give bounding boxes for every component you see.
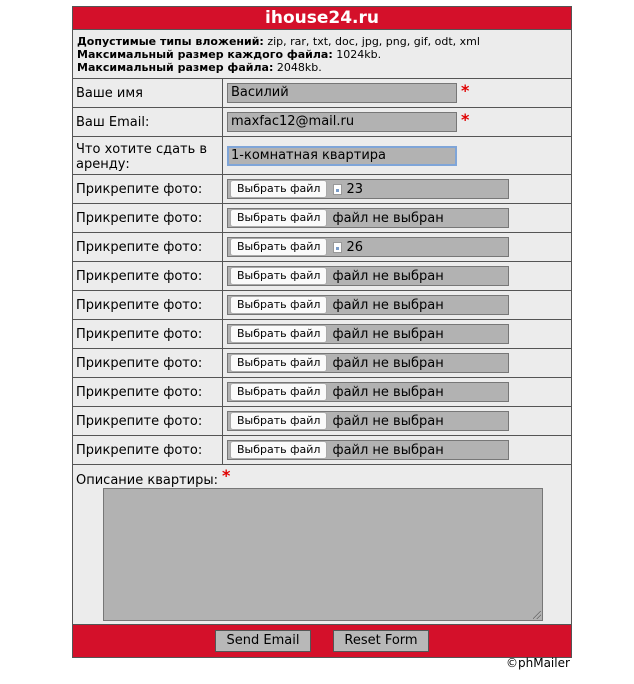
photo-label: Прикрепите фото: (73, 204, 223, 232)
file-icon (333, 242, 342, 253)
choose-file-button[interactable]: Выбрать файл (230, 325, 327, 343)
photo-row (73, 349, 571, 378)
photo-row (73, 378, 571, 407)
name-row (73, 79, 571, 108)
photo-file-input[interactable] (227, 179, 509, 199)
file-status: файл не выбран (332, 210, 444, 226)
form-header (73, 7, 571, 30)
file-status: файл не выбран (332, 442, 444, 458)
max-total-value: 2048kb. (276, 61, 322, 74)
photo-file-input[interactable] (227, 295, 509, 315)
rent-input[interactable]: 1-комнатная квартира (227, 146, 457, 166)
description-row (73, 465, 571, 625)
name-label: Ваше имя (73, 79, 223, 107)
email-label: Ваш Email: (73, 108, 223, 136)
choose-file-button[interactable]: Выбрать файл (230, 441, 327, 459)
photo-file-input[interactable] (227, 324, 509, 344)
file-status: 26 (346, 239, 363, 255)
contact-form (72, 6, 572, 658)
name-required-marker: * (461, 80, 470, 100)
photo-label: Прикрепите фото: (73, 407, 223, 435)
file-status: 23 (346, 181, 363, 197)
photo-row (73, 175, 571, 204)
photo-label: Прикрепите фото: (73, 436, 223, 464)
choose-file-button[interactable]: Выбрать файл (230, 354, 327, 372)
file-status: файл не выбран (332, 297, 444, 313)
site-title: ihouse24.ru (265, 8, 379, 28)
photo-row (73, 262, 571, 291)
photo-row (73, 204, 571, 233)
allowed-types-label: Допустимые типы вложений: (77, 35, 264, 48)
name-input[interactable]: Василий (227, 83, 457, 103)
max-each-value: 1024kb. (336, 48, 382, 61)
rent-row (73, 137, 571, 175)
description-label: Описание квартиры: (76, 473, 219, 488)
photo-row (73, 320, 571, 349)
photo-file-input[interactable] (227, 237, 509, 257)
file-status: файл не выбран (332, 355, 444, 371)
photo-file-input[interactable] (227, 411, 509, 431)
description-required-marker: * (222, 466, 231, 485)
credit-text: ©phMailer (506, 656, 570, 670)
photo-row (73, 407, 571, 436)
photo-label: Прикрепите фото: (73, 378, 223, 406)
choose-file-button[interactable]: Выбрать файл (230, 238, 327, 256)
email-input[interactable]: maxfac12@mail.ru (227, 112, 457, 132)
file-status: файл не выбран (332, 268, 444, 284)
photo-label: Прикрепите фото: (73, 175, 223, 203)
photo-row (73, 291, 571, 320)
photo-file-input[interactable] (227, 440, 509, 460)
choose-file-button[interactable]: Выбрать файл (230, 412, 327, 430)
choose-file-button[interactable]: Выбрать файл (230, 296, 327, 314)
email-row (73, 108, 571, 137)
resize-grip-icon[interactable] (533, 611, 541, 619)
email-required-marker: * (461, 109, 470, 129)
photo-label: Прикрепите фото: (73, 233, 223, 261)
rent-label: Что хотите сдать в аренду: (73, 137, 223, 174)
file-status: файл не выбран (332, 413, 444, 429)
photo-file-input[interactable] (227, 266, 509, 286)
photo-label: Прикрепите фото: (73, 320, 223, 348)
photo-row (73, 233, 571, 262)
file-icon (333, 184, 342, 195)
file-status: файл не выбран (332, 326, 444, 342)
choose-file-button[interactable]: Выбрать файл (230, 180, 327, 198)
photo-file-input[interactable] (227, 353, 509, 373)
photo-label: Прикрепите фото: (73, 349, 223, 377)
photo-file-input[interactable] (227, 382, 509, 402)
attachment-info (73, 30, 571, 79)
description-textarea[interactable] (103, 488, 543, 621)
photo-label: Прикрепите фото: (73, 262, 223, 290)
max-total-label: Максимальный размер файла: (77, 61, 274, 74)
file-status: файл не выбран (332, 384, 444, 400)
photo-label: Прикрепите фото: (73, 291, 223, 319)
choose-file-button[interactable]: Выбрать файл (230, 267, 327, 285)
allowed-types-value: zip, rar, txt, doc, jpg, png, gif, odt, xml (267, 35, 480, 48)
choose-file-button[interactable]: Выбрать файл (230, 209, 327, 227)
reset-form-button[interactable]: Reset Form (333, 630, 429, 652)
form-footer (73, 625, 571, 657)
send-email-button[interactable]: Send Email (215, 630, 311, 652)
choose-file-button[interactable]: Выбрать файл (230, 383, 327, 401)
photo-row (73, 436, 571, 465)
photo-file-input[interactable] (227, 208, 509, 228)
max-each-label: Максимальный размер каждого файла: (77, 48, 333, 61)
